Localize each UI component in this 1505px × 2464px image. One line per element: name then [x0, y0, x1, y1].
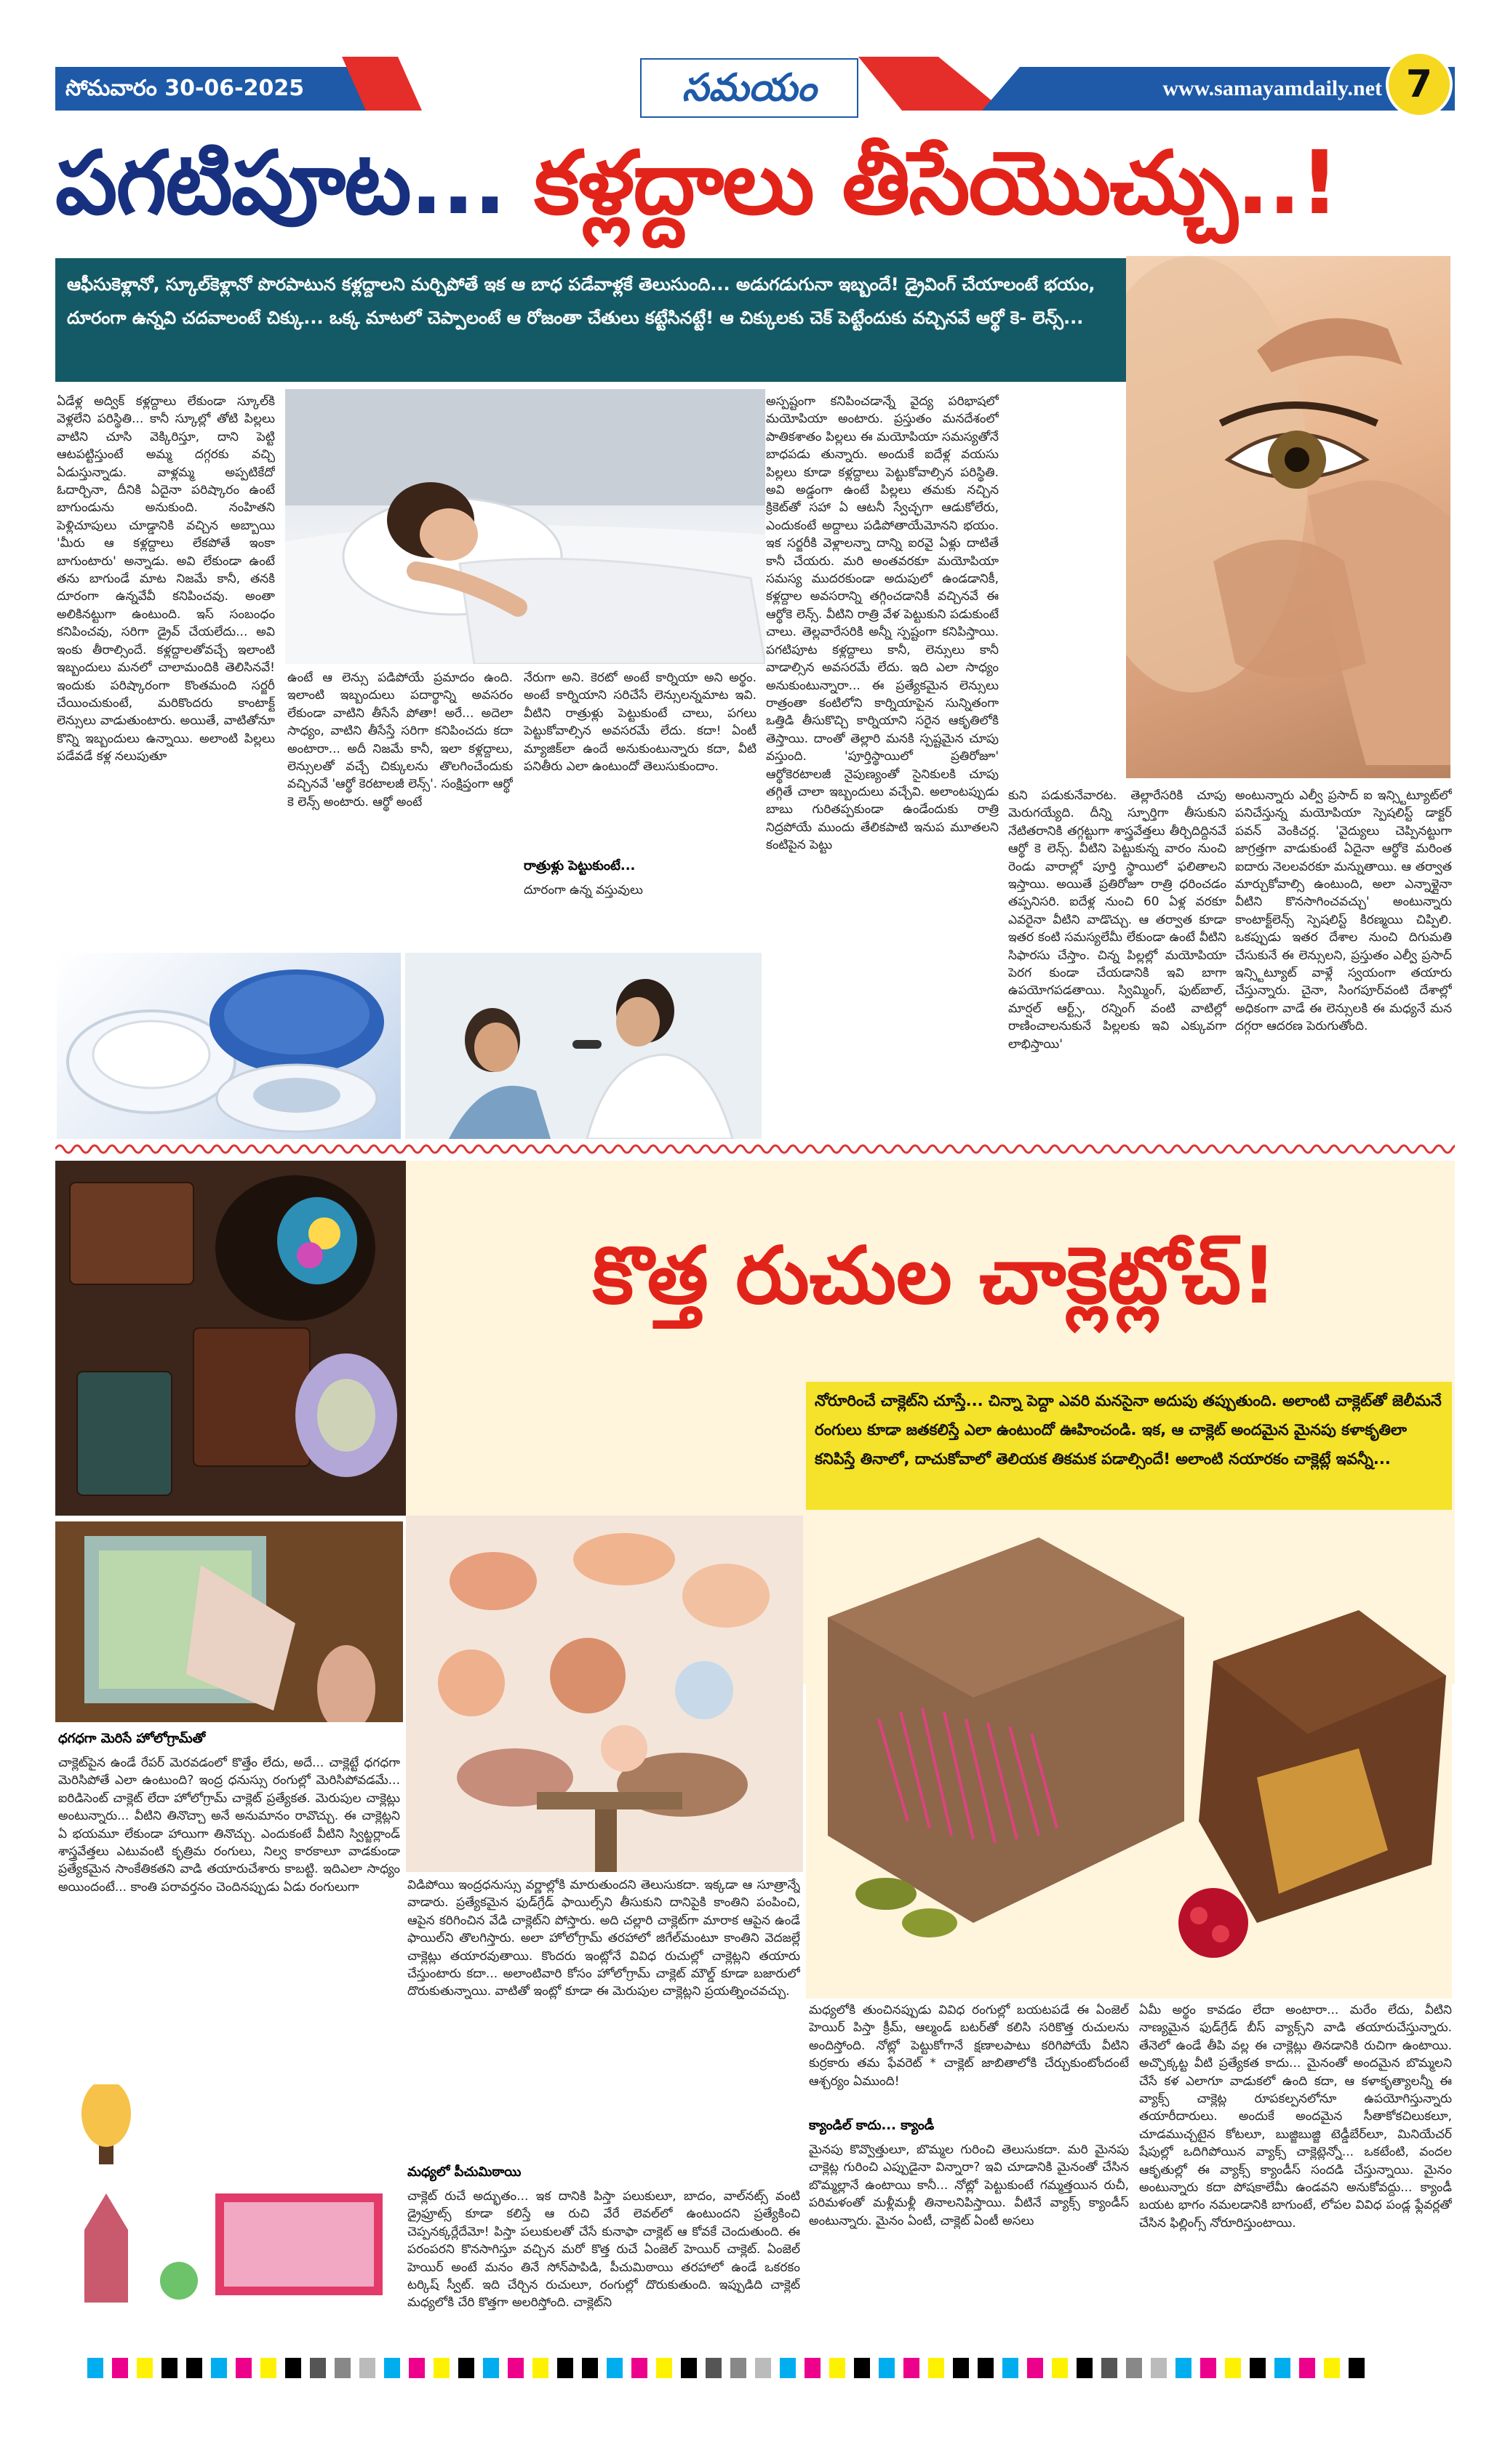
registration-swatch [211, 2358, 227, 2378]
registration-swatch [384, 2358, 400, 2378]
article2-subheading3: క్యాండిల్ కాదు... క్యాండీ [809, 2118, 935, 2133]
registration-swatch [161, 2358, 177, 2378]
header-logo: సమయం [682, 66, 817, 110]
article2-headline: కొత్త రుచుల చాక్లెట్లోచ్! [592, 1231, 1277, 1321]
registration-swatch [137, 2358, 153, 2378]
registration-swatch [928, 2358, 944, 2378]
registration-swatch [557, 2358, 573, 2378]
registration-swatch [1324, 2358, 1340, 2378]
wax-candy-figurines-photo [406, 1516, 803, 1872]
header-red-band-right [858, 57, 1004, 111]
holographic-chocolate-photo [55, 1521, 403, 1722]
registration-swatch [1101, 2358, 1117, 2378]
lens-case-photo [57, 953, 401, 1139]
registration-swatch [310, 2358, 326, 2378]
headline-part2: కళ్లద్దాలు తీసేయొచ్చు..! [534, 133, 1338, 234]
header-date: సోమవారం 30-06-2025 [65, 76, 305, 101]
registration-swatch [1299, 2358, 1315, 2378]
article1-col5: కుని పడుకునేవారట. తెల్లారేసరికి చూపు మెరుగయ్యేది. దీన్ని స్ఫూర్తిగా తీసుకుని నేటితరానికి తగ్గట్టుగా శాస్త్రవేత్తలు తీర్చిదిద్దినవే ఆర్థో కె లెన్స్. వీటిని పెట్టుకున్న వారం నుంచి రెండు వారాల్లో పూర్తి స్థాయిలో ఫలితాలని ఇస్తాయి. అయితే ప్రతిరోజూ రాత్రి ధరించడం తప్పనిసరి. ఐదేళ్ల నుంచి 60 ఏళ్ల వరకూ ఎవరైనా వీటిని వాడొచ్చు. ఆ తర్వాత కూడా ఇతర కంటి సమస్యలేమీ లేకుండా ఉంటే వీటిని సిఫారసు చేస్తాం. చిన్న పిల్లల్లో మయోపియా పెరగ కుండా చేయడానికి ఇవి బాగా ఉపయోగపడతాయి. స్విమ్మింగ్, ఫుట్‌బాల్, మార్షల్ ఆర్ట్స్, రన్నింగ్ వంటి వాటిల్లో రాణించాలనుకునే పిల్లలకు ఇవి ఎక్కువగా లాభిస్తాయి' [1008, 788, 1226, 1052]
registration-swatch [879, 2358, 895, 2378]
chocolate-moulds-photo [55, 1161, 406, 1516]
registration-swatch [706, 2358, 722, 2378]
wax-candy-box-photo [55, 2084, 403, 2314]
header-website: www.samayamdaily.net [1162, 76, 1382, 100]
article1-col3b: దూరంగా ఉన్న వస్తువులు [524, 883, 643, 897]
registration-swatch [409, 2358, 425, 2378]
registration-swatch [335, 2358, 351, 2378]
registration-swatch [805, 2358, 821, 2378]
article1-col3: నేరుగా అని. కెరటో అంటే కార్నియా అని అర్థం. అంటే కార్నియాని సరిచేసే లెన్సులన్నమాట ఇవి. వీటిని రాత్రుళ్లు పెట్టుకుంటే చాలు, పగలు పెట్టుకోవాల్సిన అవసరమే లేదు. కదా! ఏంటీ మ్యాజిక్‌లా ఉందే అనుకుంటున్నారు కదా, వీటి పనితీరు ఎలా ఉంటుందో తెలుసుకుందాం. [524, 671, 757, 775]
registration-swatch [434, 2358, 450, 2378]
registration-swatch [87, 2358, 103, 2378]
registration-swatch [532, 2358, 548, 2378]
registration-swatch [656, 2358, 672, 2378]
article1-col6: అంటున్నారు ఎల్వీ ప్రసాద్ ఐ ఇన్స్టిట్యూట్‌లో పనిచేస్తున్న మయోపియా స్పెషలిస్ట్ డాక్టర్ పవన్ వెంకిచర్ల. 'వైద్యులు చెప్పినట్టుగా జాగ్రత్తగా వాడుకుంటే ఏదైనా ఆర్థోకె మరింత ఐదారు నెలలవరకూ మన్నుతాయి. ఆ తర్వాత మార్చుకోవాల్సి ఉంటుంది, అలా ఎన్నాళ్లైనా వీటిని కొనసాగించవచ్చు' అంటున్నారు కాంటాక్ట్‌లెన్స్ స్పెషలిస్ట్ కిరణ్మయి చిప్పిలి. ఒకప్పుడు ఇతర దేశాల నుంచి దిగుమతి చేసుకునే ఈ లెన్సులని, ప్రస్తుతం ఎల్వీ ప్రసాద్ ఇన్స్టిట్యూట్ వాళ్లే స్వయంగా తయారు చేస్తున్నారు. చైనా, సింగపూర్‌వంటి దేశాల్లో అధికంగా వాడే ఈ లెన్సులకి ఈ మధ్యనే మన దగ్గరా ఆదరణ పెరుగుతోంది. [1235, 788, 1452, 1034]
registration-swatch [458, 2358, 474, 2378]
registration-swatch [854, 2358, 870, 2378]
registration-swatch [978, 2358, 994, 2378]
registration-swatch [1077, 2358, 1093, 2378]
article1-headline [55, 122, 1455, 246]
eye-doctor-boy-photo [405, 953, 762, 1139]
article1-subheading: రాత్రుళ్లు పెట్టుకుంటే... [524, 858, 636, 873]
registration-swatch [829, 2358, 845, 2378]
registration-swatch [285, 2358, 301, 2378]
article-divider [55, 1140, 1455, 1158]
registration-swatch [359, 2358, 375, 2378]
article1-intro: ఆఫీసుకెళ్లానో, స్కూల్‌కెళ్లానో పొరపాటున కళ్లద్దాలని మర్చిపోతే ఇక ఆ బాధ పడేవాళ్లకే తెలుసుంది... అడుగడుగునా ఇబ్బందే! డ్రైవింగ్ చేయాలంటే భయం, దూరంగా ఉన్నవి చదవాలంటే చిక్కు... ఒక్క మాటలో చెప్పాలంటే ఆ రోజంతా చేతులు కట్టేసినట్టే! ఆ చిక్కులకు చెక్ పెట్టేందుకు వచ్చినవే ఆర్థో కె- లెన్స్... [67, 274, 1095, 328]
article2-col4: ఏమీ అర్థం కావడం లేదా అంటారా... మరేం లేదు, వీటిని నాణ్యమైన ఫుడ్‌గ్రేడ్ బీస్ వ్యాక్స్‌ని వాడి తయారుచేస్తున్నారు. తేనెలో ఉండే తీపి వల్ల ఈ చాక్లెట్లు తినడానికి రుచిగా ఉంటాయి. అచ్చొక్కట్ట వీటి ప్రత్యేకత కాదు... మైనంతో అందమైన బొమ్మలని చేసే కళ ఎలాగూ వాడుకలో ఉంది కదా, ఆ కళాకృత్యాలన్నీ ఈ వ్యాక్స్ చాక్లెట్ల రూపకల్పనలోనూ ఉపయోగిస్తున్నారు తయారీదారులు. అందుకే అందమైన సీతాకోకచిలుకలూ, చూడముచ్చటైన కోటలూ, బుజ్జిబుజ్జి టెడ్డీబేర్‌లూ, మినియేచర్ షేపుల్లో ఒదిగిపోయిన వ్యాక్స్ చాక్లెట్లెన్నో... ఒకటేంటి, వందల ఆకృతుల్లో ఈ వ్యాక్స్ క్యాండీస్ సందడి చేస్తున్నాయి. మైనం అంటున్నారు కదా పోషకాలేమీ ఉండవని అనుకోవద్దు... క్యాండీ బయట భాగం నమలడానికి బాగుంటే, లోపల వివిధ పండ్ల ఫ్లేవర్లతో చేసిన ఫిల్లింగ్స్ నోరూరిస్తుంటాయి. [1139, 2003, 1452, 2231]
article2-subheading2: మధ్యలో పీచుమిఠాయి [407, 2164, 522, 2180]
registration-swatch [755, 2358, 771, 2378]
article1-col4: అస్పష్టంగా కనిపించడాన్నే వైద్య పరిభాషలో మయోపియా అంటారు. ప్రస్తుతం మనదేశంలో పాతికశాతం పిల్లలు ఈ మయోపియా సమస్యతోనే బాధపడు తున్నారు. అందుకే ఐదేళ్ల వయసు పిల్లలు కూడా కళ్లద్దాలు పెట్టుకోవాల్సిన పరిస్థితి. అవి అడ్డంగా ఉంటే పిల్లలు తమకు నచ్చిన క్రికెట్‌తో సహా ఏ ఆటనీ స్వేచ్ఛగా ఆడుకోలేరు, ఎందుకంటే అద్దాలు పడిపోతాయేమోనని భయం. ఇక సర్జరీకి వెళ్లాలన్నా దాన్ని ఐరవై ఏళ్లు దాటితే కానీ చేయరు. మరి అంతవరకూ మయోపియా సమస్య ముదరకుండా అదుపులో ఉండడానికీ, కళ్లద్దాల అవసరాన్ని తగ్గించడానికీ వచ్చినవే ఈ ఆర్థోకె లెన్స్. వీటిని రాత్రి వేళ పెట్టుకుని పడుకుంటే చాలు. తెల్లవారేసరికి అన్నీ స్పష్టంగా కనిపిస్తాయి. పగటిపూట కళ్లద్దాలు కానీ, లెన్సులు కానీ వాడాల్సిన అవసరమే లేదు. ఇది ఎలా సాధ్యం అనుకుంటున్నారా... ఈ ప్రత్యేకమైన లెన్సులు రాత్రంతా కంటిలోని కార్నియాపైన సున్నితంగా ఒత్తిడి తీసుకొచ్చి కార్నియాని సరైన ఆకృతిలోకి తెస్తాయి. దాంతో తెల్లారి మనకి స్పష్టమైన చూపు వస్తుంది. 'పూర్తిస్థాయిలో ప్రతిరోజూ' ఆర్థోకెరటాలజీ నైపుణ్యంతో సైనికులకి చూపు తగ్గితే చాలా ఇబ్బందులు వచ్చేవి. అలాంటప్పుడు బాబు గురితప్పకుండా ఉండేందుకు రాత్రి నిద్రపోయే ముందు తేలికపాటి ఇనుప మూతలని కంటిపైన పెట్టు [766, 394, 999, 853]
registration-swatch [1126, 2358, 1142, 2378]
registration-swatch [186, 2358, 202, 2378]
registration-swatch [582, 2358, 598, 2378]
registration-swatch [1225, 2358, 1241, 2378]
angel-hair-chocolate-photo [806, 1516, 1452, 1999]
article2-col1: చాక్లెట్‌పైన ఉండే రేపర్ మెరవడంలో కొత్తేం లేదు, అదే... చాక్లెట్టే ధగధగా మెరిసిపోతే ఎలా ఉంటుంది? ఇంద్ర ధనుస్సు రంగుల్లో మెరిసిపోవడమే... ఐరిడిసెంట్ చాక్లెట్ లేదా హోలోగ్రామ్ చాక్లెట్ ప్రత్యేకత. మెరుపుల చాక్లెట్లు అంటున్నారు... వీటిని తినొచ్చా అనే అనుమానం రావొచ్చు. ఈ చాక్లెట్లని ఏ భయమూ లేకుండా హాయిగా తినొచ్చు. ఎందుకంటే వీటిని స్విట్జర్లాండ్ శాస్త్రవేత్తలు ఎటువంటి కృత్రిమ రంగులు, నిల్వ కారకాలూ వాడకుండా ప్రత్యేకమైన సాంకేతికతని వాడి తయారుచేశారు కాబట్టి. ఇదిఎలా సాధ్యం అయిందంటే... కాంతి పరావర్తనం చెందినప్పుడు ఏడు రంగులుగా [58, 1756, 400, 1895]
registration-swatch [1349, 2358, 1365, 2378]
registration-swatch [483, 2358, 499, 2378]
registration-swatch [607, 2358, 623, 2378]
registration-swatch [953, 2358, 969, 2378]
registration-swatch [236, 2358, 252, 2378]
headline-part1: పగటిపూట... [55, 133, 506, 234]
contact-lens-eye-photo [1126, 256, 1450, 778]
article2-col3b: మైనపు కొవ్వొత్తులూ, బొమ్మల గురించి తెలుసుకదా. మరి మైనపు చాక్లెట్ల గురించి ఎప్పుడైనా విన్నారా? ఇవి చూడానికి మైనంతో చేసిన బొమ్మల్లానే ఉంటాయి కానీ... నోట్లో పెట్టుకుంటే గమ్మత్తయిన రుచీ, పరిమళంతో మళ్లీమళ్లీ తినాలనిపిస్తాయి. వీటినే వ్యాక్స్ క్యాండీస్ అంటున్నారు. మైనం ఏంటీ, చాక్లెట్ ఏంటీ అసలు [809, 2143, 1129, 2228]
registration-swatch [1027, 2358, 1043, 2378]
registration-swatch [508, 2358, 524, 2378]
registration-swatch [903, 2358, 919, 2378]
registration-swatch [260, 2358, 276, 2378]
article2-col2: విడిపోయి ఇంద్రధనుస్సు వర్ణాల్లోకి మారుతుందని తెలుసుకదా. ఇక్కడా ఆ సూత్రాన్నే వాడారు. ప్రత్యేకమైన ఫుడ్‌గ్రేడ్ ఫాయిల్స్‌ని తీసుకుని దానిపైకి కాంతిని పంపించి, ఆపైన కరిగించిన వేడి చాక్లెట్‌ని పోస్తారు. అది చల్లారి చాక్లెట్‌గా మారాక ఆపైన ఉండే ఫాయిల్‌ని తొలగిస్తారు. అలా హోలోగ్రామ్ తరహాలో జిగేల్‌మంటూ కాంతిని వెదజల్లే చాక్లెట్లు తయారవుతాయి. కొందరు ఇంట్లోనే వివిధ రుచుల్లో చాక్లెట్లని తయారు చేస్తుంటారు కదా... అలాంటివారి కోసం హోలోగ్రామ్ చాక్లెట్ మౌల్డ్ కూడా బజారులో దొరుకుతున్నాయి. వాటితో ఇంట్లో కూడా ఈ మెరుపుల చాక్లెట్లని ప్రయత్నించవచ్చు. [407, 1878, 800, 1999]
registration-swatch [1175, 2358, 1191, 2378]
registration-swatch [730, 2358, 746, 2378]
registration-swatch [1052, 2358, 1068, 2378]
registration-swatch [1151, 2358, 1167, 2378]
color-registration-strip [0, 2355, 1505, 2381]
article2-col2b: చాక్లెట్ రుచే అద్భుతం... ఇక దానికి పిస్తా పలుకులూ, బాదం, వాల్‌నట్స్ వంటి డ్రైఫ్రూట్స్ కూడా కలిస్తే ఆ రుచి వేరే లెవల్‌లో ఉంటుందని ప్రత్యేకించి చెప్పనక్కర్లేదేమో! పిస్తా పలుకులతో చేసే కునాఫా చాక్లెట్ ఆ కోవకే చెందుతుంది. ఈ పరంపరని కొనసాగిస్తూ వచ్చిన మరో కొత్త రుచే ఏంజెల్ హెయిర్ చాక్లెట్. ఏంజెల్ హెయిర్ అంటే మనం తినే సోన్‌పాపిడి, పీచుమిఠాయి తరహాలో ఉండే ఒకరకం టర్కిష్ స్వీట్. ఇది చేర్చిన రుచులూ, రంగుల్లో దొరుకుతుంది. ఇప్పుడిది చాక్లెట్ మధ్యలోకి చేరి కొత్తగా అలరిస్తోంది. చాక్లెట్‌ని [407, 2189, 800, 2311]
registration-swatch [1274, 2358, 1290, 2378]
sleeping-woman-photo [285, 389, 765, 664]
registration-swatch [780, 2358, 796, 2378]
registration-swatch [1250, 2358, 1266, 2378]
registration-swatch [1200, 2358, 1216, 2378]
article1-col2: ఉంటే ఆ లెన్సు పడిపోయే ప్రమాదం ఉంది. ఇలాంటి ఇబ్బందులు పదార్థాన్ని అవసరం లేకుండా వాటిని తీసేసే పోతా! అరే... అదెలా సాధ్యం, వాటిని తీసేస్తే సరిగా కనిపించదు కదా అంటారా... అదీ నిజమే కానీ, ఇలా కళ్లద్దాలు, లెన్సులతో వచ్చే చిక్కులను తొలగించేందుకు వచ్చినవే 'ఆర్థో కెరటాలజీ లెన్స్'. సంక్షిప్తంగా ఆర్థో కె లెన్స్ అంటారు. ఆర్థో అంటే [287, 671, 513, 809]
article2-col3: మధ్యలోకి తుంచినప్పుడు వివిధ రంగుల్లో బయటపడే ఈ ఏంజెల్ హెయిర్ పిస్తా క్రీమ్, ఆల్మండ్ బటర్‌తో కలిసి సరికొత్త రుచులను అందిస్తోంది. నోట్లో పెట్టుకోగానే క్షణాలపాటు కరిగిపోయే వీటిని కుర్రకారు తమ ఫేవరెట్ * చాక్లెట్ జాబితాలోకి చేర్చుకుంటోందంటే ఆశ్చర్యం ఏముంది! [809, 2003, 1129, 2089]
page-number: 7 [1405, 63, 1433, 106]
article2-intro: నోరూరించే చాక్లెట్‌ని చూస్తే... చిన్నా పెద్దా ఎవరి మనసైనా అదుపు తప్పుతుంది. అలాంటి చాక్లెట్‌తో జెలీమనే రంగులు కూడా జతకలిస్తే ఎలా ఉంటుందో ఊహించండి. ఇక, ఆ చాక్లెట్ అందమైన మైనపు కళాకృతిలా కనిపిస్తే తినాలో, దాచుకోవాలో తెలియక తికమక పడాల్సిందే! అలాంటి నయారకం చాక్లెట్లే ఇవన్నీ... [815, 1392, 1442, 1468]
article2-subheading1: ధగధగా మెరిసే హోలోగ్రామ్‌తో [58, 1731, 206, 1746]
registration-swatch [1002, 2358, 1018, 2378]
registration-swatch [681, 2358, 697, 2378]
article1-col1: ఏడేళ్ల అద్విక్ కళ్లద్దాలు లేకుండా స్కూల్‌కి వెళ్లలేని పరిస్థితి... కానీ స్కూల్లో తోటి పిల్లలు వాటిని చూసి వెక్కిరిస్తూ, దాని పెట్టి ఆటపట్టిస్తుంటే అమ్మ దగ్గరకు వచ్చి ఏడుస్తున్నాడు. వాళ్లమ్మ అప్పటికేదో ఓదార్చినా, దీనికి ఏదైనా పరిష్కారం ఉంటే బాగుండును అనుకుంది. నంహితని పెళ్లిచూపులు చూడ్డానికి వచ్చిన అబ్బాయి 'మీరు ఆ కళ్లద్దాలు లేకపోతే ఇంకా బాగుంటారు' అన్నాడు. అవి లేకుండా ఉంటే తను బాగుండే మాట నిజమే కానీ, తనకి దూరంగా ఉన్నవేవీ కనిపించవు. అంతా అలికినట్టుగా ఉంటుంది. ఇస్ సంబంధం కనిపించవు, సరిగా డ్రైవ్ చేయలేదు... అవి ఇంకు తీరాల్సిందే. కళ్లద్దాలతోవచ్చే ఇలాంటి ఇబ్బందులు మనలో చాలామందికి తెలిసినవే! ఇందుకు పరిష్కారంగా కొంతమంది సర్జరీ చేయించుకుంటే, మరికొందరు కాంటాక్ట్ లెన్సులు వాడుతుంటారు. అయితే, వాటితోనూ కొన్ని ఇబ్బందులు ఉన్నాయి. అలాంటి పిల్లలు పడేవడే కళ్ల నలుపుతూ [57, 394, 275, 764]
registration-swatch [112, 2358, 128, 2378]
registration-swatch [631, 2358, 647, 2378]
